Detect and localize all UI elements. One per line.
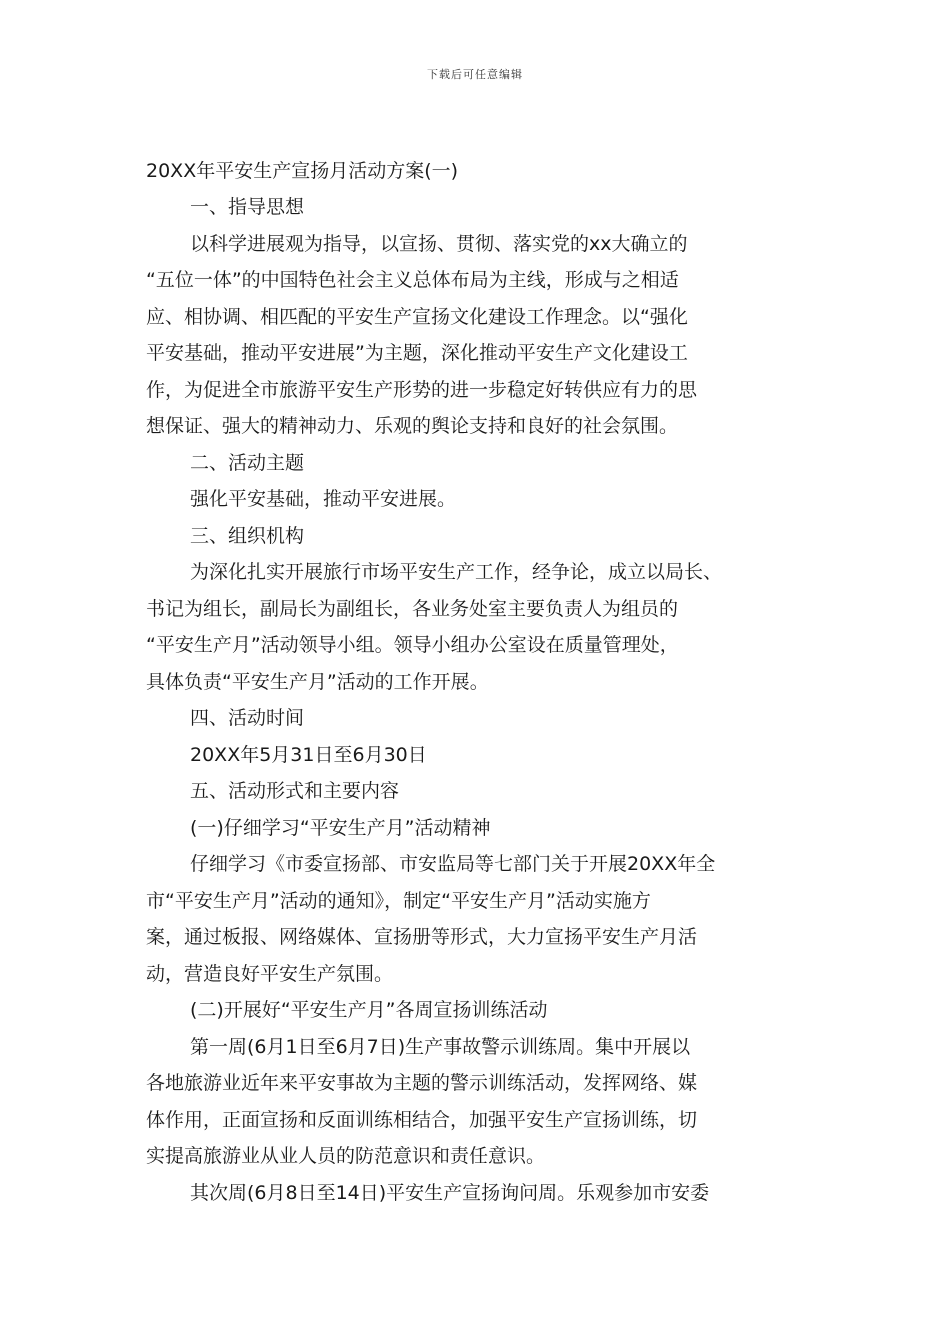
paragraph-line: 平安基础，推动平安进展”为主题，深化推动平安生产文化建设工	[146, 342, 688, 364]
section-heading-guiding-ideology: 一、指导思想	[190, 196, 305, 218]
paragraph-activity-theme	[146, 481, 810, 518]
paragraph-line: 实提高旅游业从业人员的防范意识和责任意识。	[146, 1145, 546, 1167]
paragraph-line: 仔细学习《市委宣扬部、市安监局等七部门关于开展20XX年全	[190, 853, 716, 875]
subsection-heading-weekly-activities: (二)开展好“平安生产月”各周宣扬训练活动	[190, 999, 548, 1021]
paragraph-line: 为深化扎实开展旅行市场平安生产工作，经争论，成立以局长、	[190, 561, 723, 583]
paragraph-line: 20XX年5月31日至6月30日	[190, 743, 427, 766]
section-heading-activity-theme: 二、活动主题	[190, 451, 305, 474]
paragraph-line: 书记为组长，副局长为副组长，各业务处室主要负责人为组员的	[146, 597, 679, 620]
paragraph-line: 体作用，正面宣扬和反面训练相结合，加强平安生产宣扬训练，切	[146, 1108, 698, 1131]
paragraph-line: “平安生产月”活动领导小组。领导小组办公室设在质量管理处，	[146, 634, 679, 656]
paragraph-week-two	[146, 1175, 810, 1212]
section-heading-activity-forms: 五、活动形式和主要内容	[190, 780, 400, 802]
paragraph-week-one	[146, 1029, 810, 1175]
paragraph-line: 具体负责“平安生产月”活动的工作开展。	[146, 670, 489, 693]
paragraph-activity-time	[146, 737, 810, 774]
page-header-note: 下载后可任意编辑	[427, 68, 523, 81]
paragraph-line: 应、相协调、相匹配的平安生产宣扬文化建设工作理念。以“强化	[146, 305, 688, 328]
paragraph-line: 市“平安生产月”活动的通知》，制定“平安生产月”活动实施方	[146, 889, 651, 912]
paragraph-line: 其次周(6月8日至14日)平安生产宣扬询问周。乐观参加市安委	[190, 1181, 710, 1204]
paragraph-line: 第一周(6月1日至6月7日)生产事故警示训练周。集中开展以	[190, 1035, 691, 1058]
paragraph-line: 各地旅游业近年来平安事故为主题的警示训练活动，发挥网络、媒	[146, 1072, 698, 1094]
document-body	[146, 153, 810, 1211]
paragraph-line: 动，营造良好平安生产氛围。	[146, 962, 394, 985]
paragraph-line: 作，为促进全市旅游平安生产形势的进一步稳定好转供应有力的思	[146, 378, 698, 401]
paragraph-line: 案，通过板报、网络媒体、宣扬册等形式，大力宣扬平安生产月活	[146, 926, 698, 948]
subsection-heading-study: (一)仔细学习“平安生产月”活动精神	[190, 816, 491, 839]
paragraph-line: 想保证、强大的精神动力、乐观的舆论支持和良好的社会氛围。	[146, 415, 679, 437]
document-title: 20XX年平安生产宣扬月活动方案(一)	[146, 160, 459, 182]
section-heading-organization: 三、组织机构	[190, 524, 305, 547]
paragraph-organization	[146, 554, 810, 700]
paragraph-guiding-ideology	[146, 226, 810, 445]
paragraph-line: “五位一体”的中国特色社会主义总体布局为主线，形成与之相适	[146, 269, 679, 291]
paragraph-line: 强化平安基础，推动平安进展。	[190, 488, 457, 510]
paragraph-line: 以科学进展观为指导，以宣扬、贯彻、落实党的xx大确立的	[190, 232, 688, 255]
section-heading-activity-time: 四、活动时间	[190, 707, 305, 729]
paragraph-study	[146, 846, 810, 992]
